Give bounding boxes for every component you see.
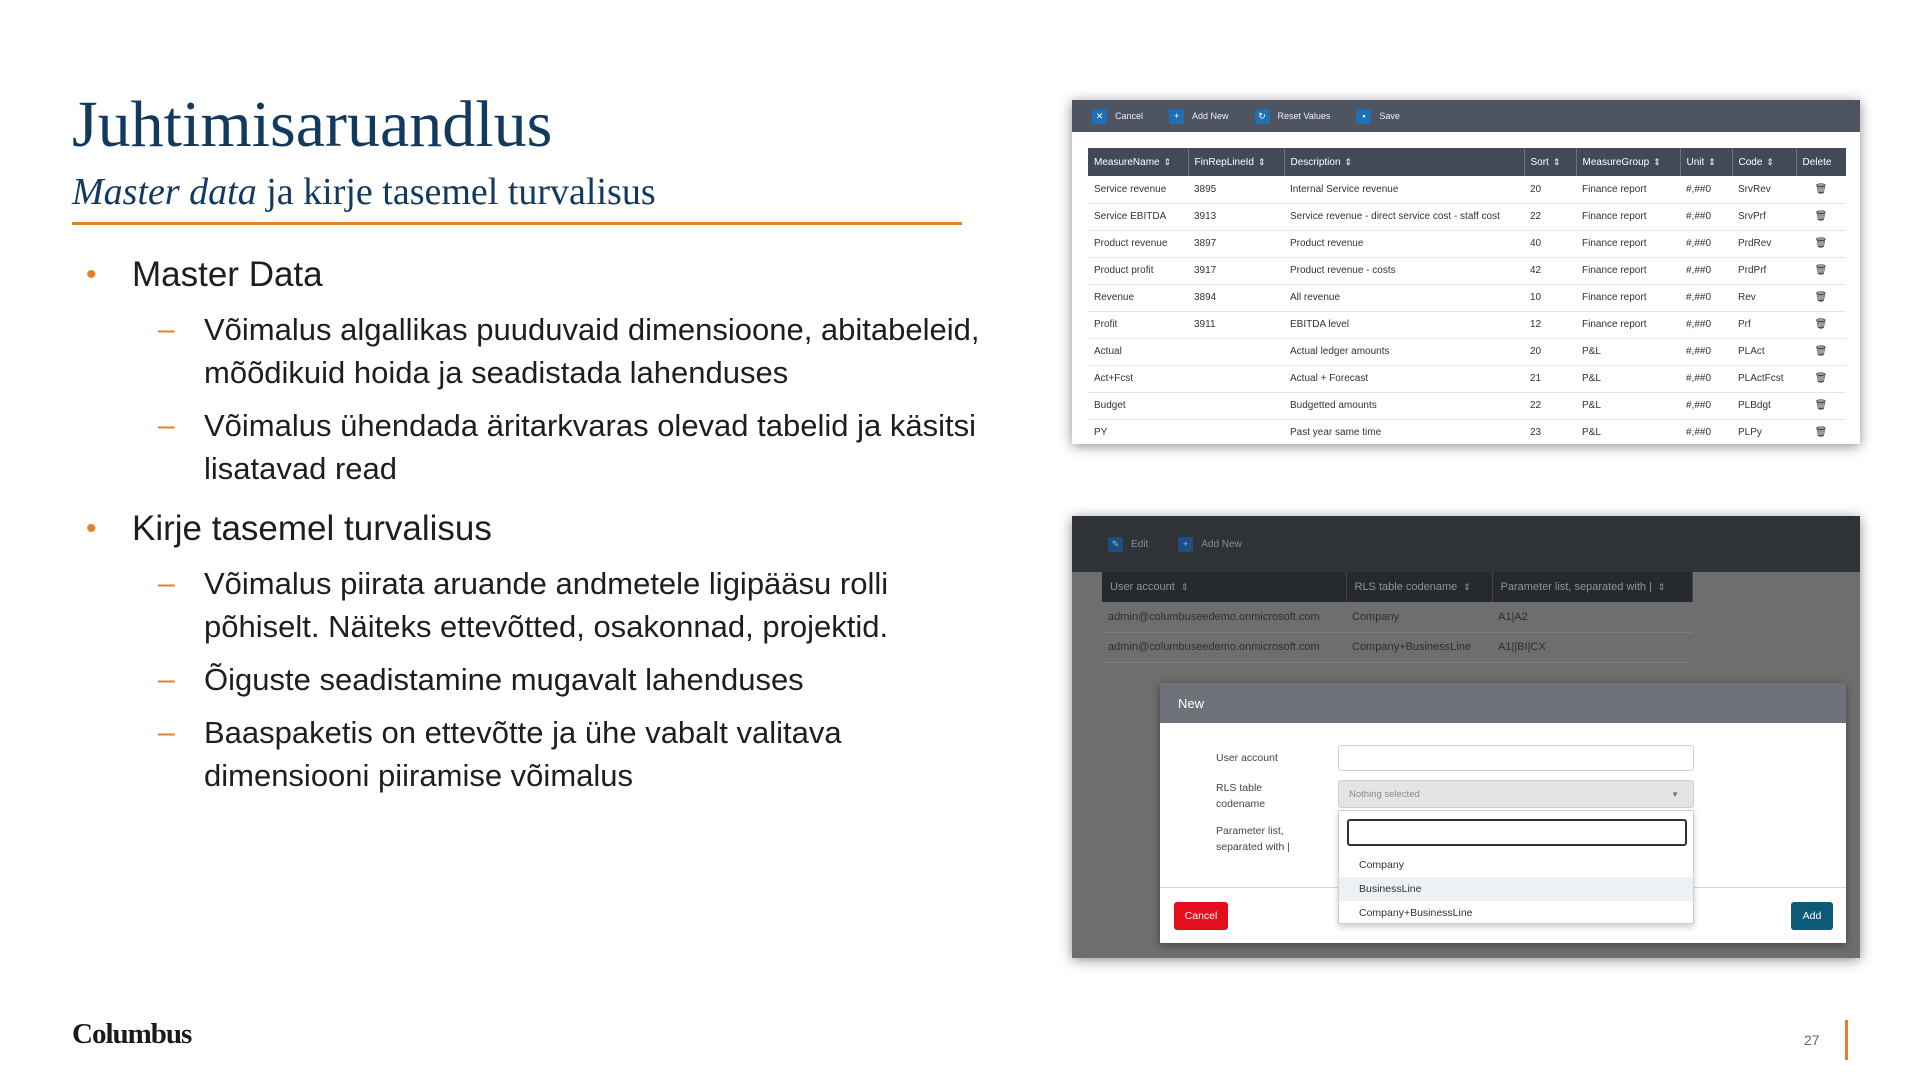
bullet-dot-icon: • bbox=[86, 512, 97, 545]
table-cell: #,##0 bbox=[1680, 230, 1732, 257]
table-cell: P&L bbox=[1576, 419, 1680, 444]
table-cell: 22 bbox=[1524, 203, 1576, 230]
table-cell: 20 bbox=[1524, 176, 1576, 203]
table-cell: Company bbox=[1346, 602, 1492, 632]
rls-codename-label-line2: codename bbox=[1216, 798, 1266, 810]
user-account-field[interactable] bbox=[1338, 745, 1694, 771]
table-cell: 42 bbox=[1524, 257, 1576, 284]
table-row[interactable] bbox=[1088, 392, 1846, 419]
table-cell: #,##0 bbox=[1680, 203, 1732, 230]
dash-icon: – bbox=[158, 716, 175, 749]
table-cell: PY bbox=[1088, 419, 1188, 444]
sort-icon[interactable]: ⇕ bbox=[1657, 582, 1666, 592]
edit-button[interactable] bbox=[1108, 537, 1148, 552]
dash-icon: – bbox=[158, 567, 175, 600]
add-new-label: Add New bbox=[1192, 111, 1229, 121]
table-cell: 20 bbox=[1524, 338, 1576, 365]
sub-bullet-item bbox=[158, 711, 986, 797]
table-cell: Service revenue bbox=[1088, 176, 1188, 203]
edit-label: Edit bbox=[1131, 538, 1149, 550]
table-cell: Product revenue bbox=[1088, 230, 1188, 257]
subtitle-emphasis: Master data bbox=[72, 171, 257, 213]
column-header[interactable] bbox=[1284, 148, 1524, 176]
slide-subtitle bbox=[72, 172, 656, 214]
table-cell: P&L bbox=[1576, 365, 1680, 392]
cancel-button[interactable] bbox=[1092, 109, 1143, 124]
trash-icon[interactable]: 🗑 bbox=[1796, 338, 1846, 365]
table-cell: Rev bbox=[1732, 284, 1796, 311]
table-cell: PLAct bbox=[1732, 338, 1796, 365]
table-cell: PrdPrf bbox=[1732, 257, 1796, 284]
table-row[interactable] bbox=[1088, 419, 1846, 444]
table-cell: Product revenue bbox=[1284, 230, 1524, 257]
table-cell: #,##0 bbox=[1680, 392, 1732, 419]
sort-icon[interactable]: ⇕ bbox=[1766, 156, 1774, 167]
parameter-list-label bbox=[1216, 823, 1290, 855]
trash-icon[interactable]: 🗑 bbox=[1796, 365, 1846, 392]
table-cell bbox=[1188, 419, 1284, 444]
bullet-text: Master Data bbox=[132, 255, 323, 294]
dialog-cancel-button[interactable]: Cancel bbox=[1174, 902, 1228, 930]
column-header-label: User account bbox=[1110, 581, 1175, 593]
table-cell: 3897 bbox=[1188, 230, 1284, 257]
trash-icon[interactable]: 🗑 bbox=[1796, 203, 1846, 230]
save-button[interactable] bbox=[1356, 109, 1400, 124]
codename-dropdown bbox=[1338, 810, 1694, 924]
table-row[interactable] bbox=[1102, 632, 1692, 662]
table-cell: #,##0 bbox=[1680, 257, 1732, 284]
table-row[interactable] bbox=[1088, 230, 1846, 257]
trash-icon[interactable]: 🗑 bbox=[1796, 419, 1846, 444]
dash-icon: – bbox=[158, 313, 175, 346]
page-number: 27 bbox=[1804, 1032, 1820, 1048]
column-header[interactable] bbox=[1102, 572, 1346, 602]
bullet-item bbox=[86, 506, 986, 552]
column-header[interactable] bbox=[1346, 572, 1492, 602]
table-cell: 23 bbox=[1524, 419, 1576, 444]
refresh-icon: ↻ bbox=[1255, 109, 1270, 124]
measures-toolbar bbox=[1072, 100, 1860, 132]
column-header[interactable] bbox=[1088, 148, 1188, 176]
rls-body bbox=[1102, 602, 1692, 662]
rls-header-row bbox=[1102, 572, 1692, 602]
column-header-label: Parameter list, separated with | bbox=[1500, 581, 1652, 593]
table-cell: PLBdgt bbox=[1732, 392, 1796, 419]
table-cell: 12 bbox=[1524, 311, 1576, 338]
table-cell: 3894 bbox=[1188, 284, 1284, 311]
dropdown-option-company[interactable]: Company bbox=[1359, 859, 1404, 871]
table-cell bbox=[1188, 392, 1284, 419]
table-cell: Product profit bbox=[1088, 257, 1188, 284]
add-new-label: Add New bbox=[1201, 538, 1242, 550]
table-cell: Internal Service revenue bbox=[1284, 176, 1524, 203]
trash-icon[interactable]: 🗑 bbox=[1796, 230, 1846, 257]
measures-screenshot bbox=[1072, 100, 1860, 444]
table-cell: EBITDA level bbox=[1284, 311, 1524, 338]
column-header-label: Description bbox=[1290, 156, 1341, 168]
table-row[interactable] bbox=[1088, 338, 1846, 365]
sub-bullet-item bbox=[158, 562, 986, 648]
table-cell: Finance report bbox=[1576, 203, 1680, 230]
rls-table bbox=[1102, 572, 1693, 663]
rls-toolbar bbox=[1072, 516, 1860, 572]
bullet-item bbox=[86, 252, 986, 298]
reset-values-label: Reset Values bbox=[1277, 111, 1331, 121]
save-label: Save bbox=[1379, 111, 1400, 121]
column-header[interactable] bbox=[1796, 148, 1846, 176]
sort-icon[interactable]: ⇕ bbox=[1552, 156, 1561, 167]
table-cell: 22 bbox=[1524, 392, 1576, 419]
title-divider bbox=[72, 222, 962, 225]
table-cell: Finance report bbox=[1576, 284, 1680, 311]
sub-bullet-item bbox=[158, 308, 986, 394]
table-cell: admin@columbuseedemo.onmicrosoft.com bbox=[1102, 632, 1346, 662]
page-accent-bar bbox=[1845, 1020, 1848, 1060]
sort-icon[interactable]: ⇕ bbox=[1653, 156, 1661, 167]
bullet-list bbox=[86, 252, 986, 797]
subtitle-rest: ja kirje tasemel turvalisus bbox=[256, 171, 656, 213]
table-cell: 3895 bbox=[1188, 176, 1284, 203]
column-header[interactable] bbox=[1576, 148, 1680, 176]
table-cell: Service revenue - direct service cost - staff cost bbox=[1284, 203, 1524, 230]
column-header[interactable] bbox=[1680, 148, 1732, 176]
table-cell: All revenue bbox=[1284, 284, 1524, 311]
table-cell: Past year same time bbox=[1284, 419, 1524, 444]
sort-icon[interactable]: ⇕ bbox=[1163, 156, 1172, 167]
table-cell: #,##0 bbox=[1680, 284, 1732, 311]
table-cell: #,##0 bbox=[1680, 176, 1732, 203]
table-cell: P&L bbox=[1576, 338, 1680, 365]
table-cell: 3913 bbox=[1188, 203, 1284, 230]
dialog-title: New bbox=[1160, 683, 1846, 723]
table-cell: Finance report bbox=[1576, 311, 1680, 338]
column-header[interactable] bbox=[1732, 148, 1796, 176]
table-cell: Finance report bbox=[1576, 257, 1680, 284]
table-cell bbox=[1188, 365, 1284, 392]
column-header-label: MeasureGroup bbox=[1582, 156, 1650, 168]
add-new-button[interactable] bbox=[1169, 109, 1229, 124]
table-cell: P&L bbox=[1576, 392, 1680, 419]
dropdown-option-company-businessline[interactable]: Company+BusinessLine bbox=[1359, 907, 1473, 919]
table-cell: Prf bbox=[1732, 311, 1796, 338]
column-header-label: Delete bbox=[1802, 156, 1832, 168]
table-cell: Act+Fcst bbox=[1088, 365, 1188, 392]
dash-icon: – bbox=[158, 409, 175, 442]
rls-codename-label-line1: RLS table bbox=[1216, 782, 1263, 794]
column-header[interactable] bbox=[1524, 148, 1576, 176]
column-header-label: FinRepLineId bbox=[1194, 156, 1254, 168]
dialog-add-button[interactable]: Add bbox=[1791, 902, 1833, 930]
new-dialog bbox=[1160, 683, 1846, 943]
table-cell: Finance report bbox=[1576, 176, 1680, 203]
table-cell: Actual bbox=[1088, 338, 1188, 365]
table-cell: A1|A2 bbox=[1492, 602, 1692, 632]
sub-bullet-item bbox=[158, 658, 986, 701]
table-row[interactable] bbox=[1088, 203, 1846, 230]
trash-icon[interactable]: 🗑 bbox=[1796, 257, 1846, 284]
trash-icon[interactable]: 🗑 bbox=[1796, 284, 1846, 311]
dash-icon: – bbox=[158, 663, 175, 696]
sub-bullet-text: Õiguste seadistamine mugavalt lahenduses bbox=[204, 662, 804, 697]
sort-icon[interactable]: ⇕ bbox=[1257, 156, 1266, 167]
table-cell: SrvRev bbox=[1732, 176, 1796, 203]
column-header-label: Sort bbox=[1530, 156, 1549, 168]
table-cell: 10 bbox=[1524, 284, 1576, 311]
table-cell: SrvPrf bbox=[1732, 203, 1796, 230]
column-header[interactable] bbox=[1188, 148, 1284, 176]
bullet-text: Kirje tasemel turvalisus bbox=[132, 509, 492, 548]
measures-body bbox=[1088, 176, 1846, 444]
table-cell: Finance report bbox=[1576, 230, 1680, 257]
user-account-label: User account bbox=[1216, 752, 1278, 764]
table-cell: Actual + Forecast bbox=[1284, 365, 1524, 392]
sub-bullet-text: Võimalus algallikas puuduvaid dimensioone, abitabeleid, mõõdikuid hoida ja seadistada lahenduses bbox=[204, 312, 980, 390]
table-cell: Actual ledger amounts bbox=[1284, 338, 1524, 365]
plus-icon: + bbox=[1178, 537, 1193, 552]
table-cell: Company+BusinessLine bbox=[1346, 632, 1492, 662]
table-cell: Profit bbox=[1088, 311, 1188, 338]
slide-title: Juhtimisaruandlus bbox=[72, 88, 553, 161]
dropdown-option-businessline[interactable]: BusinessLine bbox=[1339, 877, 1693, 901]
trash-icon[interactable]: 🗑 bbox=[1796, 392, 1846, 419]
plus-icon: + bbox=[1169, 109, 1184, 124]
parameter-label-line2: separated with | bbox=[1216, 841, 1290, 853]
table-cell: #,##0 bbox=[1680, 338, 1732, 365]
table-cell: Revenue bbox=[1088, 284, 1188, 311]
columbus-logo: Columbus bbox=[72, 1018, 192, 1050]
table-cell: PrdRev bbox=[1732, 230, 1796, 257]
sort-icon[interactable]: ⇕ bbox=[1463, 582, 1471, 592]
dropdown-search-input[interactable] bbox=[1347, 819, 1687, 846]
sort-icon[interactable]: ⇕ bbox=[1344, 156, 1353, 167]
table-cell: Service EBITDA bbox=[1088, 203, 1188, 230]
table-cell: 3911 bbox=[1188, 311, 1284, 338]
save-icon: ▪ bbox=[1356, 109, 1371, 124]
column-header-label: RLS table codename bbox=[1354, 581, 1458, 593]
bullet-dot-icon: • bbox=[86, 258, 97, 291]
table-cell: 40 bbox=[1524, 230, 1576, 257]
table-cell: PLActFcst bbox=[1732, 365, 1796, 392]
table-row[interactable] bbox=[1088, 284, 1846, 311]
parameter-label-line1: Parameter list, bbox=[1216, 825, 1284, 837]
measures-table bbox=[1088, 148, 1846, 444]
column-header-label: MeasureName bbox=[1094, 156, 1160, 168]
table-cell: 21 bbox=[1524, 365, 1576, 392]
sort-icon[interactable]: ⇕ bbox=[1708, 156, 1716, 167]
sub-bullet-text: Võimalus piirata aruande andmetele ligipääsu rolli põhiselt. Näiteks ettevõtted, osakonnad, projektid. bbox=[204, 566, 889, 644]
sub-bullet-text: Võimalus ühendada äritarkvaras olevad tabelid ja käsitsi lisatavad read bbox=[204, 408, 976, 486]
measures-header-row bbox=[1088, 148, 1846, 176]
column-header[interactable] bbox=[1492, 572, 1692, 602]
sort-icon[interactable]: ⇕ bbox=[1180, 582, 1189, 592]
sub-bullet-item bbox=[158, 404, 986, 490]
table-row[interactable] bbox=[1088, 176, 1846, 203]
sub-bullet-text: Baaspaketis on ettevõtte ja ühe vabalt valitava dimensiooni piiramise võimalus bbox=[204, 715, 842, 793]
rls-screenshot bbox=[1072, 516, 1860, 958]
table-cell bbox=[1188, 338, 1284, 365]
table-cell: PLPy bbox=[1732, 419, 1796, 444]
column-header-label: Unit bbox=[1686, 156, 1705, 168]
table-cell: Budget bbox=[1088, 392, 1188, 419]
table-row[interactable] bbox=[1088, 365, 1846, 392]
table-cell: 3917 bbox=[1188, 257, 1284, 284]
trash-icon[interactable]: 🗑 bbox=[1796, 176, 1846, 203]
reset-values-button[interactable] bbox=[1255, 109, 1331, 124]
table-row[interactable] bbox=[1102, 602, 1692, 632]
table-cell: #,##0 bbox=[1680, 419, 1732, 444]
table-cell: admin@columbuseedemo.onmicrosoft.com bbox=[1102, 602, 1346, 632]
rls-codename-label bbox=[1216, 780, 1265, 812]
chevron-down-icon: ▼ bbox=[1671, 790, 1679, 799]
table-cell: #,##0 bbox=[1680, 365, 1732, 392]
column-header-label: Code bbox=[1738, 156, 1763, 168]
cancel-label: Cancel bbox=[1115, 111, 1144, 121]
table-row[interactable] bbox=[1088, 257, 1846, 284]
close-icon: ✕ bbox=[1092, 109, 1107, 124]
trash-icon[interactable]: 🗑 bbox=[1796, 311, 1846, 338]
table-row[interactable] bbox=[1088, 311, 1846, 338]
rls-add-new-button[interactable] bbox=[1178, 537, 1242, 552]
select-placeholder: Nothing selected bbox=[1349, 788, 1420, 800]
table-cell: #,##0 bbox=[1680, 311, 1732, 338]
table-cell: Product revenue - costs bbox=[1284, 257, 1524, 284]
table-cell: Budgetted amounts bbox=[1284, 392, 1524, 419]
edit-icon: ✎ bbox=[1108, 537, 1123, 552]
table-cell: A1||BI|CX bbox=[1492, 632, 1692, 662]
rls-codename-select[interactable] bbox=[1338, 780, 1694, 808]
